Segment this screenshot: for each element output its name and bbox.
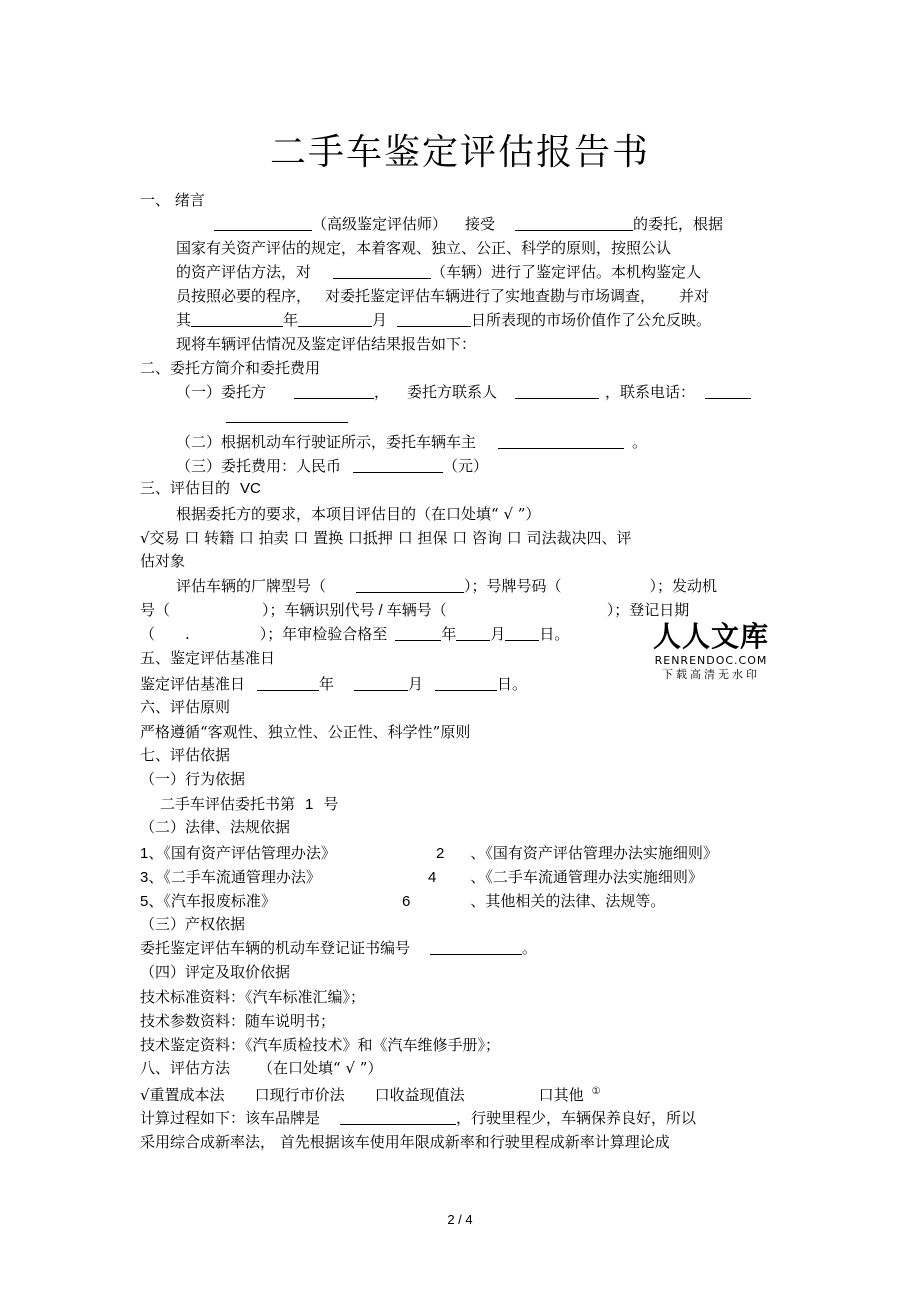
paragraph-line: （二）根据机动车行驶证所示，委托车辆车主 。 (176, 433, 648, 451)
paragraph-line: 员按照必要的程序， 对委托鉴定评估车辆进行了实地查勘与市场调查， 并对 (176, 287, 710, 305)
blank-field (298, 311, 372, 327)
paragraph-line (226, 406, 348, 426)
blank-field (505, 625, 539, 641)
section-heading: 七、评估依据 (140, 746, 231, 764)
paragraph-line: 技术标准资料：《汽车标准汇编》； (140, 988, 366, 1006)
section-heading: 五、鉴定评估基准日 (140, 649, 276, 667)
paragraph-line: 其 年 月 日所表现的市场价值作了公允反映。 (176, 311, 712, 329)
watermark-tagline: 下载高清无水印 (662, 668, 760, 681)
paragraph-line: 严格遵循“客观性、独立性、公正性、科学性”原则 (140, 723, 471, 741)
blank-field (214, 215, 312, 231)
paragraph-line: 委托鉴定评估车辆的机动车登记证书编号 。 (140, 939, 538, 957)
blank-field (515, 383, 599, 399)
blank-field (515, 215, 633, 231)
blank-field (191, 311, 283, 327)
section-heading: 三、评估目的 VC (140, 479, 261, 497)
blank-field (354, 675, 408, 691)
blank-field (257, 675, 319, 691)
paragraph-line: √交易 口 转籍 口 拍卖 口 置换 口抵押 口 担保 口 咨询 口 司法裁决四、评 (140, 529, 632, 547)
document-title: 二手车鉴定评估报告书 (269, 132, 650, 173)
sub-heading: （一）行为依据 (140, 770, 246, 788)
blank-field (340, 1109, 456, 1125)
blank-field (356, 577, 464, 593)
blank-field (333, 263, 431, 279)
sub-heading: （二）法律、法规依据 (140, 818, 291, 836)
watermark-brand: 人人文库 (652, 620, 769, 653)
paragraph-line: 计算过程如下：该车品牌是 ，行驶里程少，车辆保养良好，所以 (140, 1109, 697, 1127)
list-item: 3、《二手车流通管理办法》 (140, 868, 321, 886)
list-item: 6 、其他相关的法律、法规等。 (402, 892, 666, 910)
blank-field (353, 457, 443, 473)
list-item: 4 、《二手车流通管理办法实施细则》 (428, 868, 703, 886)
watermark-logo (646, 620, 776, 682)
sub-heading: （三）产权依据 (140, 915, 246, 933)
page-number: 2 / 4 (447, 1212, 473, 1227)
blank-field (430, 939, 522, 955)
blank-field (294, 383, 374, 399)
paragraph-line: 估对象 (140, 552, 186, 570)
paragraph-line: 技术参数资料：随车说明书； (140, 1012, 336, 1030)
blank-field (705, 383, 751, 399)
paragraph-line: （三）委托费用：人民币 （元） (176, 457, 489, 475)
paragraph-line: （ . ）；年审检验合格至 年 月 日。 (140, 625, 570, 643)
list-item: 2 、《国有资产评估管理办法实施细则》 (436, 844, 718, 862)
blank-field (435, 675, 497, 691)
paragraph-line: 鉴定评估基准日 年 月 日。 (140, 675, 528, 693)
section-heading: 一、 绪言 (140, 191, 205, 209)
blank-field (397, 311, 471, 327)
section-heading: 二、委托方简介和委托费用 (140, 359, 321, 377)
blank-field (498, 433, 624, 449)
list-item: 1、《国有资产评估管理办法》 (140, 844, 336, 862)
list-item: 5、《汽车报废标准》 (140, 892, 276, 910)
paragraph-line: 技术鉴定资料：《汽车质检技术》和《汽车维修手册》； (140, 1036, 501, 1054)
sub-heading: （四）评定及取价依据 (140, 963, 291, 981)
paragraph-line: 号（ ）；车辆识别代号 / 车辆号（ ）；登记日期 (140, 601, 690, 619)
paragraph-line: 二手车评估委托书第 1 号 (160, 795, 339, 813)
paragraph-line: 采用综合成新率法， 首先根据该车使用年限成新率和行驶里程成新率计算理论成 (140, 1133, 670, 1151)
paragraph-line: 根据委托方的要求，本项目评估目的（在口处填“ √ ”） (176, 505, 541, 523)
paragraph-line: 国家有关资产评估的规定，本着客观、独立、公正、科学的原则，按照公认 (176, 239, 672, 257)
paragraph-line: （一）委托方 ， 委托方联系人 ，联系电话： (176, 382, 751, 402)
watermark-url: RENRENDOC.COM (654, 654, 768, 667)
paragraph-line: 现将车辆评估情况及鉴定评估结果报告如下： (176, 335, 477, 353)
blank-field (395, 625, 441, 641)
blank-field (456, 625, 490, 641)
paragraph-line: 的资产评估方法，对 （车辆）进行了鉴定评估。本机构鉴定人 (176, 263, 702, 281)
paragraph-line: （高级鉴定评估师） 接受 的委托，根据 (176, 214, 723, 234)
paragraph-line: 评估车辆的厂牌型号（ ）；号牌号码（ ）；发动机 (176, 577, 718, 595)
blank-field (226, 407, 348, 423)
section-heading: 六、评估原则 (140, 698, 231, 716)
paragraph-line: √重置成本法 口现行市价法 口收益现值法 口其他 ① (140, 1086, 601, 1104)
section-heading: 八、评估方法 （在口处填“ √ ”） (140, 1059, 383, 1077)
